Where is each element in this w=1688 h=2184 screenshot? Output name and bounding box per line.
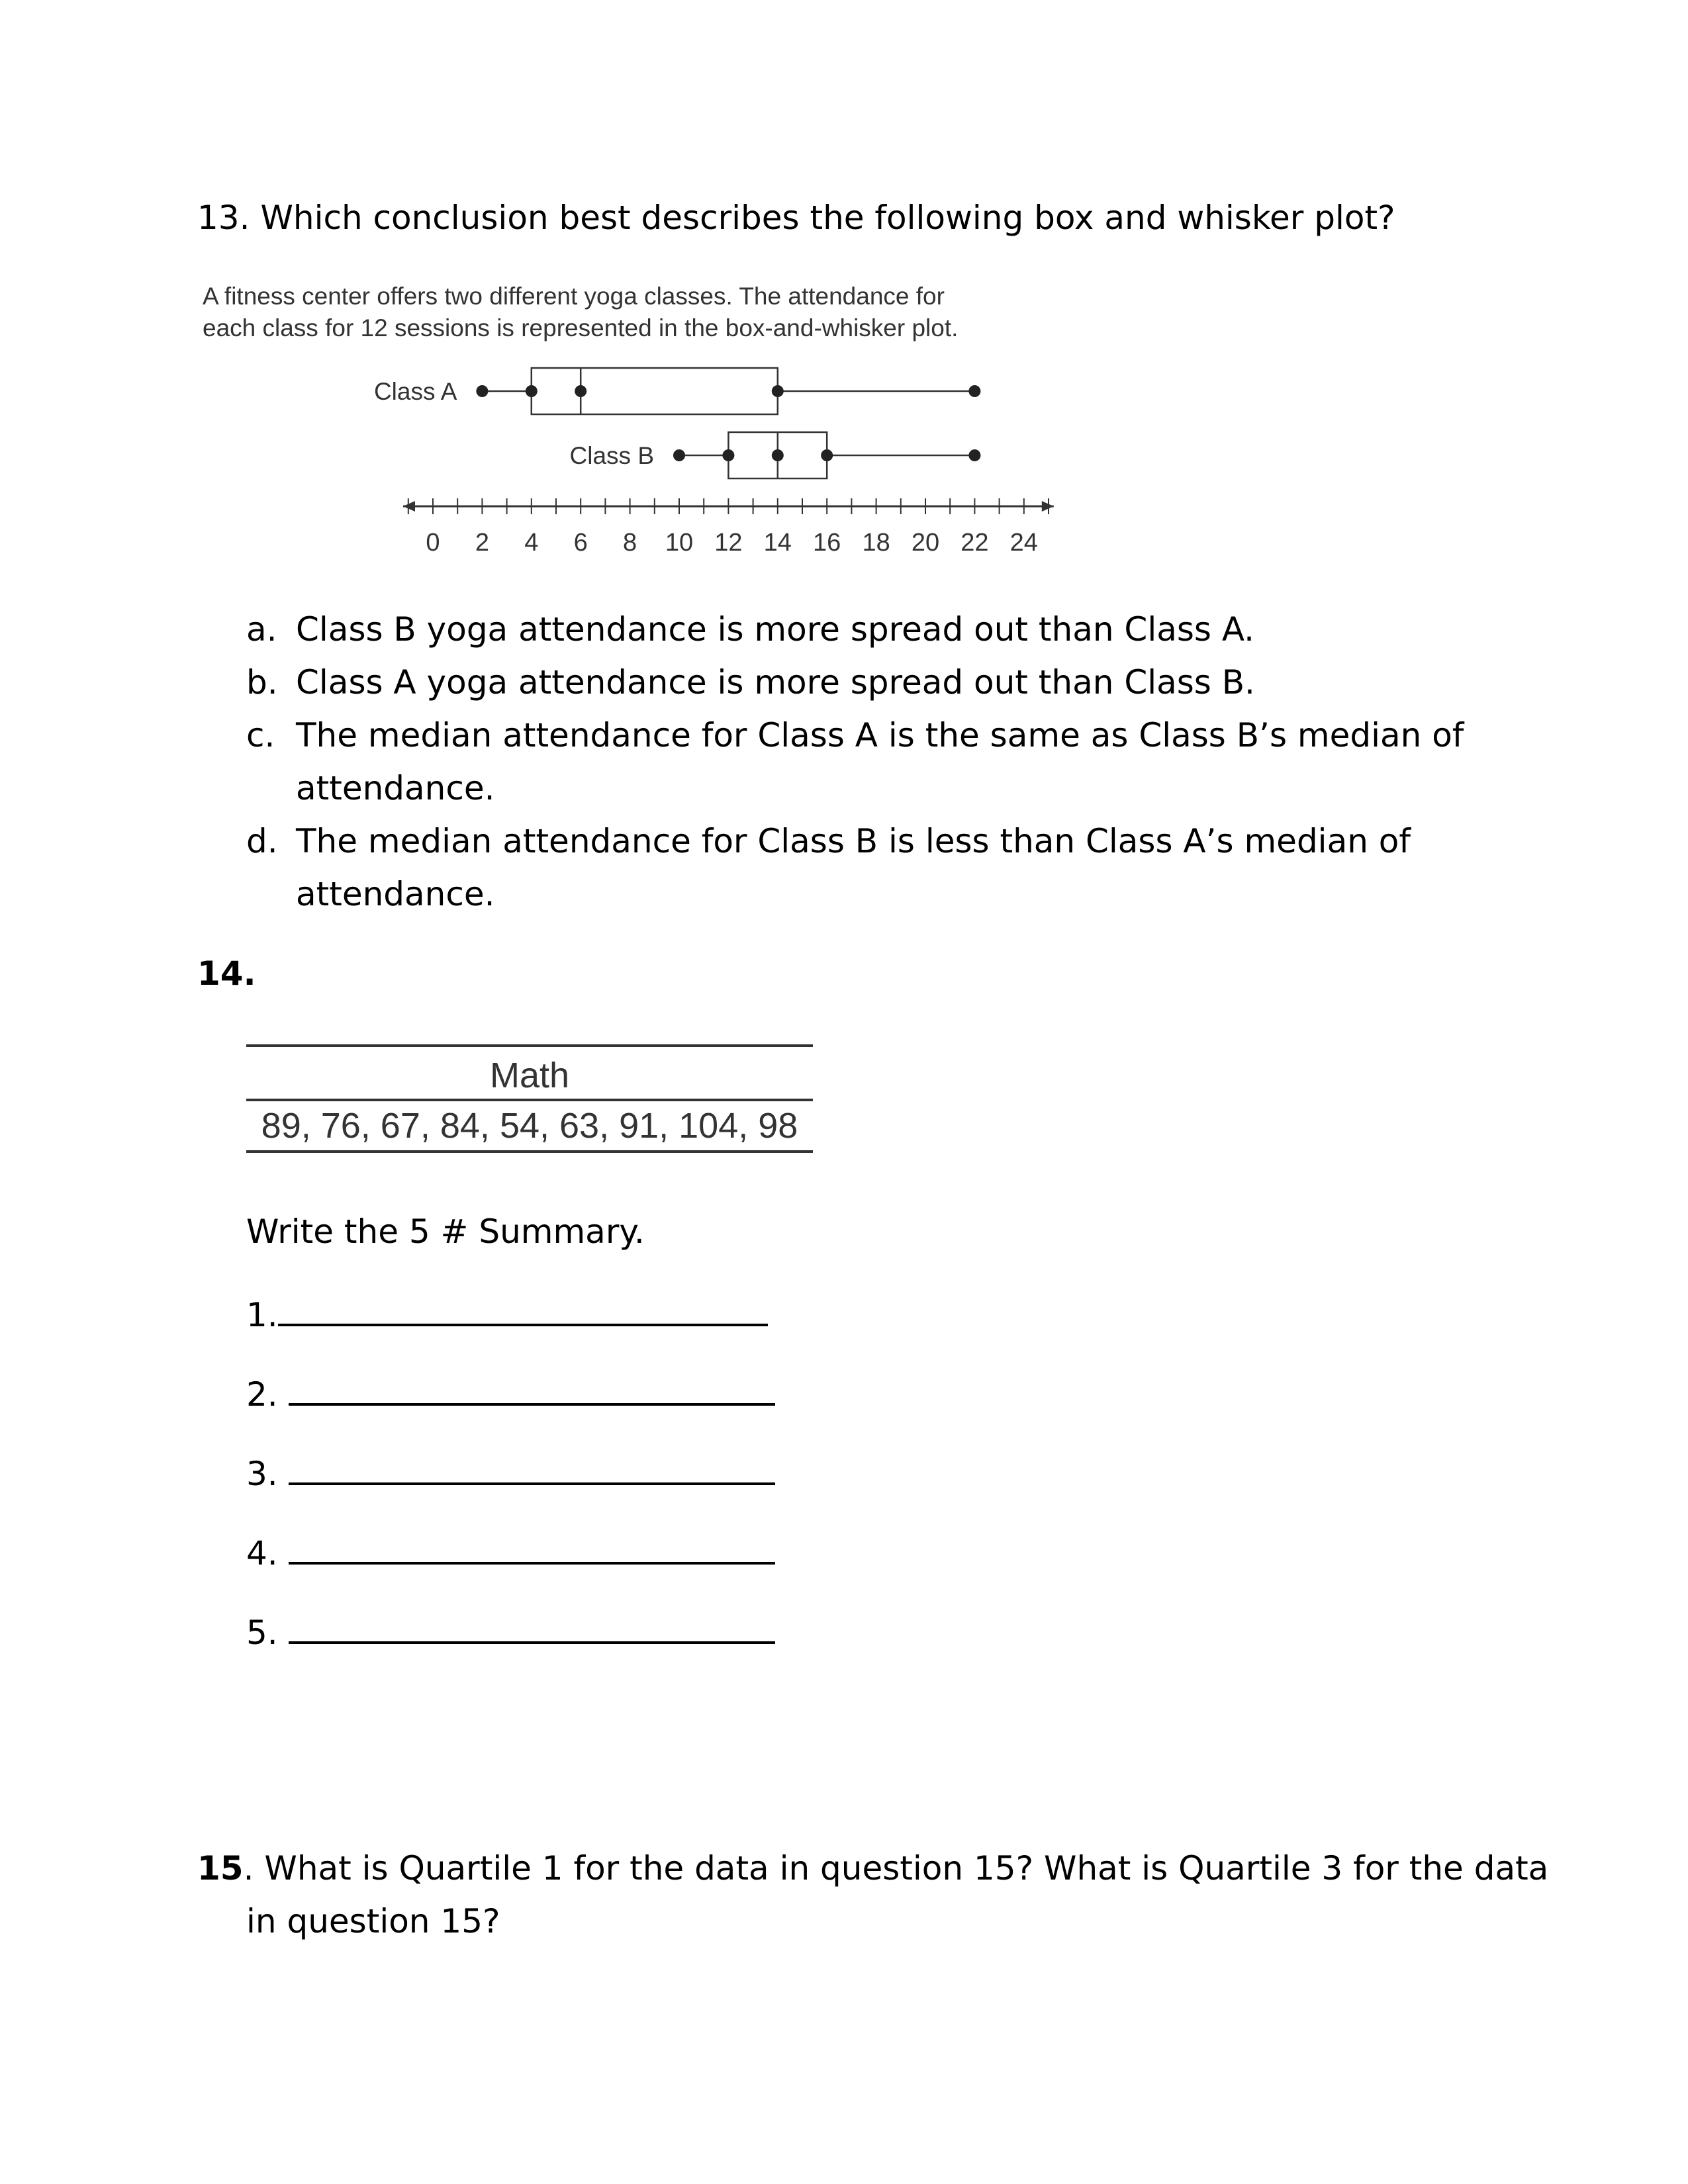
- min-point: [673, 449, 685, 461]
- table-header: Math: [489, 1056, 570, 1095]
- tick-label: 6: [573, 529, 588, 557]
- answer-blank-3[interactable]: [289, 1451, 775, 1485]
- q13-option-c-text-cont: attendance.: [296, 769, 495, 807]
- tick-label: 12: [714, 529, 743, 557]
- answer-blank-4[interactable]: [289, 1530, 775, 1565]
- option-letter: a.: [246, 610, 277, 649]
- tick-label: 24: [1009, 529, 1038, 557]
- q3-point: [772, 385, 784, 397]
- axis-arrow-right: [1042, 501, 1054, 512]
- q15-text: . What is Quartile 1 for the data in question 15? What is Quartile 3 for the data: [243, 1849, 1549, 1888]
- min-point: [476, 385, 488, 397]
- q1-point: [526, 385, 538, 397]
- q15-number: 15: [197, 1849, 244, 1888]
- tick-label: 16: [813, 529, 841, 557]
- tick-label: 14: [763, 529, 792, 557]
- q13-option-c[interactable]: [246, 716, 275, 754]
- summary-line-number: 5.: [246, 1614, 278, 1652]
- summary-line-2: [246, 1371, 775, 1414]
- q13-number: 13.: [197, 199, 250, 237]
- q13-option-b-text: Class A yoga attendance is more spread out than Class B.: [296, 663, 1255, 702]
- box-whisker-plot: [0, 0, 1688, 596]
- q13-intro-line1: A fitness center offers two different yoga classes. The attendance for: [203, 283, 945, 310]
- table-mid-rule: [246, 1099, 813, 1101]
- iqr-box: [532, 368, 778, 414]
- q13-option-a-text: Class B yoga attendance is more spread out than Class A.: [296, 610, 1255, 649]
- summary-line-5: [246, 1610, 775, 1652]
- q15-question: [197, 1849, 1548, 1888]
- tick-label: 18: [862, 529, 890, 557]
- q14-instruction: Write the 5 # Summary.: [246, 1212, 645, 1251]
- median-point: [575, 385, 586, 397]
- max-point: [968, 449, 980, 461]
- summary-line-3: [246, 1451, 775, 1493]
- q13-option-c-text: The median attendance for Class A is the same as Class B’s median of: [296, 716, 1464, 754]
- q13-option-a[interactable]: [246, 610, 277, 649]
- tick-label: 0: [426, 529, 440, 557]
- max-point: [968, 385, 980, 397]
- tick-label: 4: [524, 529, 539, 557]
- q1-point: [722, 449, 734, 461]
- answer-blank-5[interactable]: [289, 1610, 775, 1644]
- table-values: 89, 76, 67, 84, 54, 63, 91, 104, 98: [261, 1106, 798, 1146]
- table-top-rule: [246, 1044, 813, 1047]
- summary-line-number: 1.: [246, 1296, 278, 1334]
- q14-number: 14.: [197, 954, 256, 993]
- q13-intro-line2: each class for 12 sessions is represented in the box-and-whisker plot.: [203, 314, 959, 341]
- answer-blank-2[interactable]: [289, 1371, 775, 1406]
- q13-question-text: Which conclusion best describes the following box and whisker plot?: [260, 199, 1395, 237]
- tick-label: 22: [961, 529, 989, 557]
- q13-option-d[interactable]: [246, 822, 278, 860]
- series-label: Class B: [569, 442, 654, 469]
- q13-option-d-text-cont: attendance.: [296, 875, 495, 913]
- tick-label: 2: [475, 529, 489, 557]
- option-letter: b.: [246, 663, 278, 702]
- series-label: Class A: [373, 378, 457, 405]
- summary-line-number: 2.: [246, 1375, 278, 1414]
- q3-point: [821, 449, 833, 461]
- q15-text-cont: in question 15?: [246, 1902, 500, 1940]
- summary-line-number: 3.: [246, 1455, 278, 1493]
- option-letter: c.: [246, 716, 275, 754]
- summary-line-1: [246, 1292, 768, 1334]
- answer-blank-1[interactable]: [278, 1292, 768, 1326]
- axis-arrow-left: [403, 501, 415, 512]
- summary-line-number: 4.: [246, 1534, 278, 1572]
- median-point: [772, 449, 784, 461]
- q13-option-b[interactable]: [246, 663, 278, 702]
- table-bottom-rule: [246, 1150, 813, 1153]
- option-letter: d.: [246, 822, 278, 860]
- summary-line-4: [246, 1530, 775, 1572]
- q13-option-d-text: The median attendance for Class B is less than Class A’s median of: [296, 822, 1411, 860]
- tick-label: 8: [623, 529, 637, 557]
- tick-label: 20: [911, 529, 940, 557]
- tick-label: 10: [665, 529, 694, 557]
